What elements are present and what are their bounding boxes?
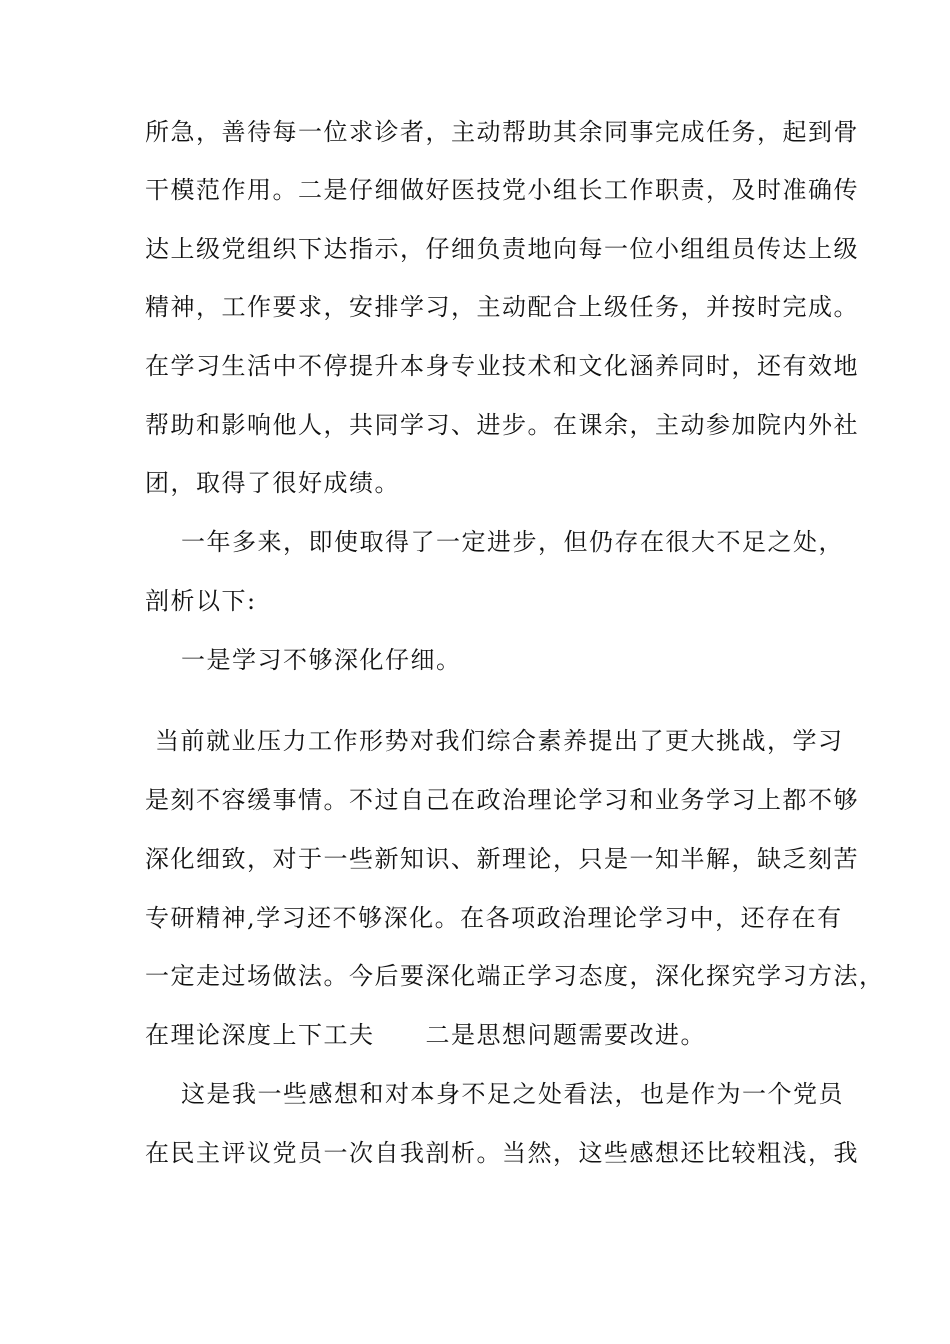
text-line: 一年多来，即使取得了一定进步，但仍存在很大不足之处， (181, 528, 844, 556)
text-line: 专研精神,学习还不够深化。在各项政治理论学习中，还存在有 (145, 904, 843, 932)
text-line: 干模范作用。二是仔细做好医技党小组长工作职责，及时准确传 (145, 176, 859, 204)
text-line: 剖析以下: (145, 587, 257, 615)
text-line: 帮助和影响他人，共同学习、进步。在课余，主动参加院内外社 (145, 411, 859, 439)
text-line: 团，取得了很好成绩。 (145, 469, 400, 497)
text-line: 达上级党组织下达指示，仔细负责地向每一位小组组员传达上级 (145, 235, 859, 263)
text-line: 在民主评议党员一次自我剖析。当然，这些感想还比较粗浅，我 (145, 1139, 859, 1167)
text-line: 当前就业压力工作形势对我们综合素养提出了更大挑战，学习 (155, 727, 844, 755)
text-line: 在理论深度上下工夫 二是思想问题需要改进。 (145, 1021, 706, 1049)
text-line: 深化细致，对于一些新知识、新理论，只是一知半解，缺乏刻苦 (145, 845, 859, 873)
text-line: 一是学习不够深化仔细。 (181, 646, 462, 674)
text-line: 这是我一些感想和对本身不足之处看法，也是作为一个党员 (181, 1080, 844, 1108)
text-line: 一定走过场做法。今后要深化端正学习态度，深化探究学习方法， (145, 962, 885, 990)
text-line: 是刻不容缓事情。不过自己在政治理论学习和业务学习上都不够 (145, 786, 859, 814)
text-line: 在学习生活中不停提升本身专业技术和文化涵养同时，还有效地 (145, 352, 859, 380)
text-line: 所急，善待每一位求诊者，主动帮助其余同事完成任务，起到骨 (145, 118, 859, 146)
text-line: 精神，工作要求，安排学习，主动配合上级任务，并按时完成。 (145, 293, 859, 321)
